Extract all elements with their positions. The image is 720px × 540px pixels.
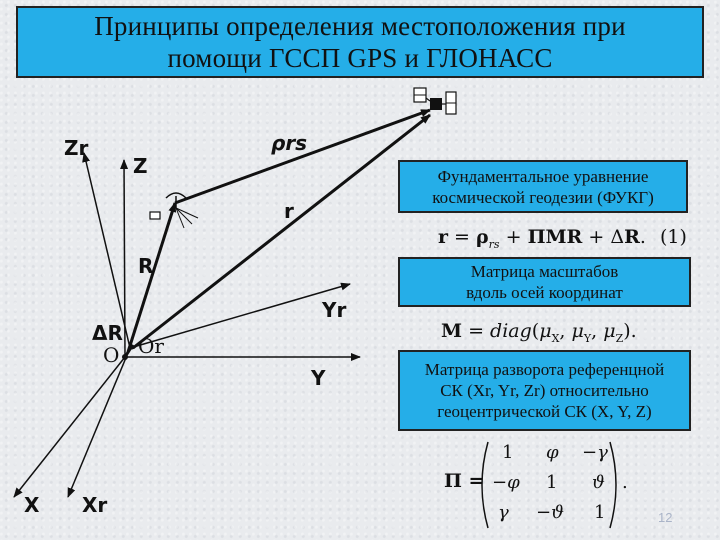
title-line-1: Принципы определения местоположения при (94, 11, 626, 41)
scale-formula: $M = diag(\mu_X$, $\mu_Y$, $\mu_Z$). (441, 320, 637, 345)
scale-matrix-box: Матрица масштабов вдоль осей координат (398, 257, 691, 307)
origin-or (130, 345, 135, 350)
label-r-small: r (284, 199, 294, 223)
label-xr: Xr (82, 493, 108, 517)
label-yr: Yr (322, 298, 347, 322)
label-z: Z (133, 154, 148, 178)
label-rho-rs: ρrs (271, 131, 308, 155)
rotation-matrix-box: Матрица разворота референцной СК (Xr, Yr, Zr) относительно геоцентрической СК (X, Y, Z) (398, 350, 691, 431)
formula-number: (1) (659, 226, 687, 248)
rotation-matrix-suffix: . (622, 472, 628, 493)
origin-o (122, 354, 128, 360)
label-x: X (24, 493, 40, 517)
matrix-cell-1-0: −φ (492, 472, 520, 493)
label-o: O (103, 343, 120, 367)
xr-axis (68, 348, 130, 497)
page-number: 12 (658, 510, 673, 525)
matrix-cell-0-2: −γ (582, 442, 608, 463)
fukg-formula: $r = \rho_{rs}$ + ПМR + ΔR. (1) (438, 226, 687, 251)
x-axis (14, 357, 125, 497)
matrix-cell-1-1: 1 (546, 472, 558, 493)
matrix-cell-0-1: φ (546, 442, 559, 463)
matrix-cell-2-0: γ (498, 502, 509, 523)
label-zr: Zr (64, 136, 89, 160)
matrix-cell-2-2: 1 (594, 502, 606, 523)
label-y: Y (311, 366, 326, 390)
matrix-cell-2-1: −ϑ (536, 502, 564, 523)
zr-axis (84, 153, 130, 348)
rotation-matrix-prefix: П = (444, 470, 485, 492)
rotation-matrix (436, 440, 636, 530)
title-line-2: помощи ГССП GPS и ГЛОНАСС (167, 43, 553, 73)
fukg-box: Фундаментальное уравнение космической геодезии (ФУКГ) (398, 160, 688, 213)
matrix-cell-0-0: 1 (502, 442, 514, 463)
satellite-icon (414, 88, 456, 114)
label-R: R (138, 254, 154, 278)
matrix-cell-1-2: ϑ (592, 472, 605, 493)
vector-rho (175, 110, 430, 203)
label-or: Or (138, 334, 164, 358)
label-delta-R: ΔR (92, 321, 123, 345)
